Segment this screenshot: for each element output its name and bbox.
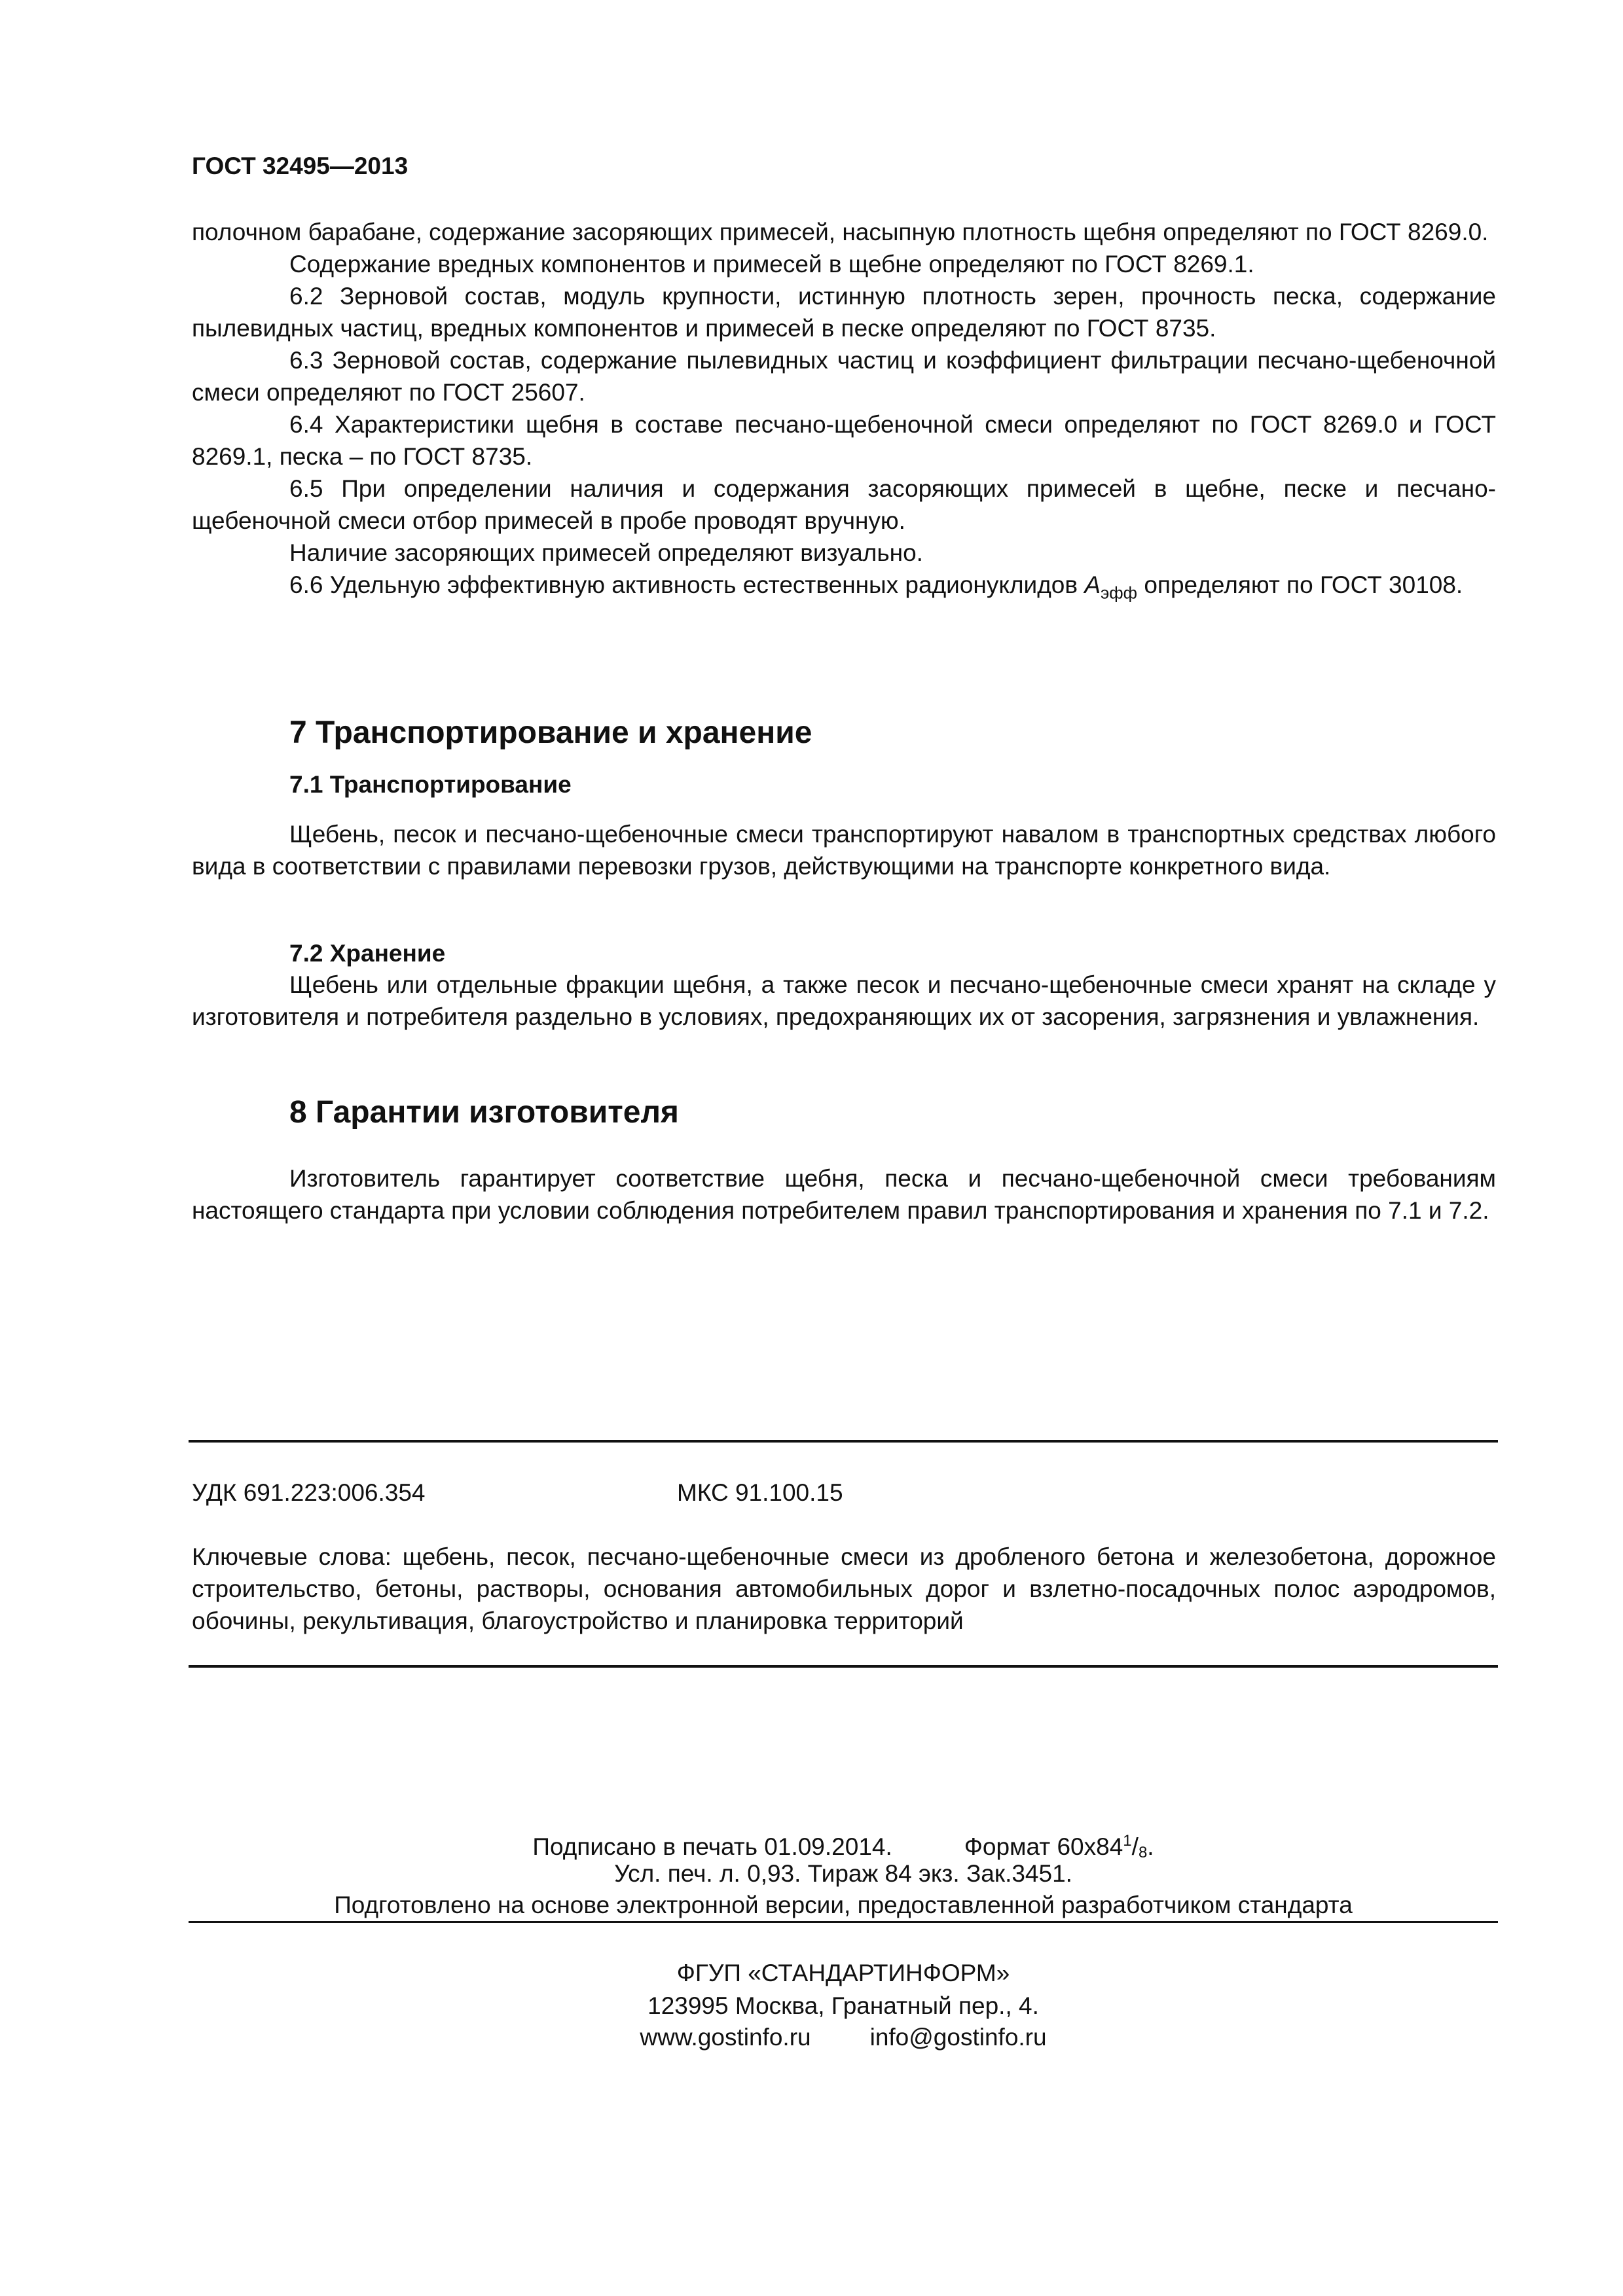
keywords-block	[192, 1541, 1496, 1637]
keywords: Ключевые слова: щебень, песок, песчано-щебеночные смеси из дробленого бетона и железобетона, дорожное строительство, бетоны, растворы, основания автомобильных дорог и взлетно-посадочных полос аэродромов, обочины, рекультивация, благоустройство и планировка территорий	[192, 1543, 1496, 1634]
paragraph: 6.4 Характеристики щебня в составе песчано-щебеночной смеси определяют по ГОСТ 8269.0 и ГОСТ 8269.1, песка – по ГОСТ 8735.	[192, 411, 1496, 470]
format-end: .	[1147, 1833, 1154, 1860]
paragraph: 6.5 При определении наличия и содержания засоряющих примесей в щебне, песке и песчано-щебеночной смеси отбор примесей в пробе проводят вручную.	[192, 475, 1496, 534]
signed-date: Подписано в печать 01.09.2014.	[532, 1833, 892, 1860]
section-8-title: 8 Гарантии изготовителя	[289, 1095, 679, 1130]
divider	[189, 1665, 1498, 1668]
paragraph: 6.2 Зерновой состав, модуль крупности, истинную плотность зерен, прочность песка, содержание пылевидных частиц, вредных компонентов и примесей в песке определяют по ГОСТ 8735.	[192, 283, 1496, 342]
format-label: Формат 60x84	[964, 1833, 1123, 1860]
paragraph: полочном барабане, содержание засоряющих примесей, насыпную плотность щебня определяют по ГОСТ 8269.0.	[192, 219, 1489, 245]
section-7-title: 7 Транспортирование и хранение	[289, 715, 812, 750]
paragraph: Щебень или отдельные фракции щебня, а также песок и песчано-щебеночные смеси хранят на складе у изготовителя и потребителя раздельно в условиях, предохраняющих их от засорения, загрязнения и увлажнения.	[192, 971, 1496, 1030]
activity-symbol: A	[1084, 571, 1101, 598]
imprint-line-2: Усл. печ. л. 0,93. Тираж 84 экз. Зак.3451.	[614, 1860, 1072, 1887]
paragraph-6-6	[192, 569, 1496, 609]
paragraph: Изготовитель гарантирует соответствие щебня, песка и песчано-щебеночной смеси требованиям настоящего стандарта при условии соблюдения потребителем правил транспортирования и хранения по 7.1 и 7.2.	[192, 1165, 1496, 1224]
publisher-address: 123995 Москва, Гранатный пер., 4.	[647, 1992, 1039, 2019]
divider	[189, 1440, 1498, 1443]
section-8-body	[192, 1162, 1496, 1227]
paragraph: Наличие засоряющих примесей определяют визуально.	[289, 539, 923, 566]
publisher-contacts	[189, 2021, 1498, 2053]
subsection-7-1-body	[192, 818, 1496, 882]
divider	[189, 1921, 1498, 1923]
subsection-7-1-title: 7.1 Транспортирование	[289, 771, 572, 798]
paragraph: Содержание вредных компонентов и примесей в щебне определяют по ГОСТ 8269.1.	[289, 251, 1254, 278]
subsection-7-2-body	[192, 969, 1496, 1033]
paragraph-text: определяют по ГОСТ 30108.	[1137, 571, 1463, 598]
subsection-7-2-title: 7.2 Хранение	[289, 940, 446, 967]
email-link[interactable]: info@gostinfo.ru	[869, 2024, 1047, 2051]
mks-code: МКС 91.100.15	[677, 1479, 843, 1506]
imprint-line-3: Подготовлено на основе электронной версии, предоставленной разработчиком стандарта	[334, 1892, 1353, 1918]
paragraph: 6.3 Зерновой состав, содержание пылевидных частиц и коэффициент фильтрации песчано-щебеночной смеси определяют по ГОСТ 25607.	[192, 347, 1496, 406]
activity-subscript: эфф	[1101, 583, 1138, 603]
document-id: ГОСТ 32495—2013	[192, 152, 409, 179]
imprint-line-1: Подписано в печать 01.09.2014. Формат $60x84^1/_8$.	[532, 1832, 1154, 1861]
paragraph-text: 6.6 Удельную эффективную активность естественных радионуклидов	[289, 571, 1085, 598]
website-link[interactable]: www.gostinfo.ru	[640, 2024, 811, 2051]
publisher-name: ФГУП «СТАНДАРТИНФОРМ»	[676, 1960, 1010, 1986]
section-6-continuation	[192, 216, 1496, 609]
paragraph: Щебень, песок и песчано-щебеночные смеси транспортируют навалом в транспортных средствах любого вида в соответствии с правилами перевозки грузов, действующими на транспорте конкретного вида.	[192, 821, 1496, 880]
udk-code: УДК 691.223:006.354	[192, 1479, 426, 1506]
format-numerator: 1	[1123, 1832, 1132, 1850]
format-denominator: 8	[1138, 1844, 1148, 1861]
